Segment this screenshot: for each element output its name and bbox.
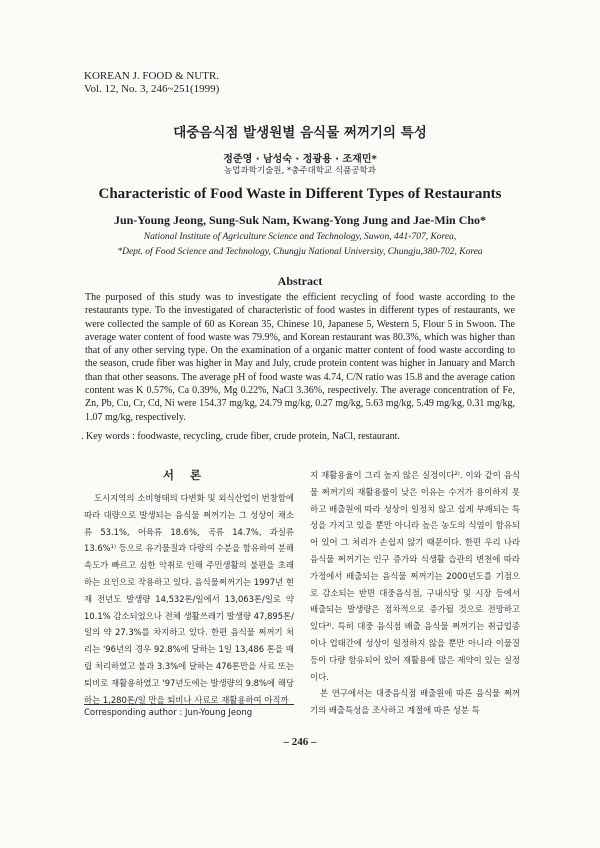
korean-title: 대중음식점 발생원별 음식물 쩌꺼기의 특성 (173, 125, 427, 141)
korean-authors: 정준영 · 남성숙 · 정광용 · 조재민* (223, 154, 377, 165)
right-column (310, 467, 520, 719)
journal-volume: Vol. 12, No. 3, 246~251(1999) (84, 83, 220, 95)
abstract-text: The purposed of this study was to investigate the efficient recycling of food waste according to the restaurants type. To the investigated of characteristic of food wastes in different types of restaurants, we were collected the sample of 60 as Korean 35, Chinese 10, Japanese 5, Western 5, Flour 5 in Swoon. The average water content of food waste was 79.9%, and Korean restaurant was 80.3%, which was higher than that of any other serving type. On the examination of a organic matter content of food waste according to the season, crude fiber was higher in May and July, crude protein content was higher in January and March than that other seasons. The average pH of food waste was 4.74, C/N ratio was 15.8 and the average cation content was K 0.57%, Ca 0.39%, Mg 0.22%, NaCl 3.36%, respectively. The average concentration of Fe, Zn, Pb, Cu, Cr, Cd, Ni were 154.37 mg/kg, 24.79 mg/kg, 0.27 mg/kg, 5.63 mg/kg, 5.49 mg/kg, 0.31 mg/kg, 1.07 mg/kg, respectively. (85, 292, 515, 423)
corresponding-author-footnote: Corresponding author : Jun-Young Jeong (84, 708, 253, 718)
right-column-paragraph-2: 본 연구에서는 대중음식점 배출원에 따른 음식물 쩌꺼기의 배출특성을 조사하고 계절에 따른 성분 특 (310, 688, 520, 716)
english-title: Characteristic of Food Waste in Different Types of Restaurants (98, 186, 502, 202)
journal-name: KOREAN J. FOOD & NUTR. (84, 70, 220, 82)
english-affiliation-1: National Institute of Agriculture Science and Technology, Suwon, 441-707, Korea, (143, 232, 457, 242)
journal-citation (84, 70, 219, 96)
abstract-heading: Abstract (277, 274, 323, 288)
left-column (84, 490, 294, 708)
section-heading-introduction: 서 론 (162, 468, 208, 482)
footnote-divider (84, 704, 294, 705)
keywords: . Key words : foodwaste, recycling, crude fiber, crude protein, NaCl, restaurant. (81, 431, 400, 442)
english-affiliation-2: *Dept. of Food Science and Technology, Chungju National University, Chungju,380-702, Korea (117, 247, 483, 257)
korean-affiliation: 농업과학기술원, *충주대학교 식품공학과 (224, 166, 376, 176)
page-number: – 246 – (283, 736, 317, 748)
english-authors: Jun-Young Jeong, Sung-Suk Nam, Kwang-Yong Jung and Jae-Min Cho* (113, 213, 487, 227)
right-column-paragraph-1: 지 재활용율이 그리 높지 않은 실정이다²⁾. 이와 같이 음식물 쩌꺼기의 재활용률이 낮은 이유는 수거가 용이하지 못하고 배출원에 따라 성상이 일정치 않고 쉽게 부패되는 특성을 가지고 있을 뿐만 아니라 높은 농도의 식염이 함유되어 있어 그 처리가 손쉽지 않기 때문이다. 한편 우리 나라 음식물 쩌꺼기는 인구 증가와 식생활 습관의 변천에 따라 가정에서 배출되는 음식물 쩌꺼기는 2000년도를 기점으로 감소되는 반면 대중음식점, 구내식당 및 시장 등에서 배출되는 발생량은 점차적으로 증가될 것으로 전망하고 있다³⁾. 특히 대중 음식점 배출 음식물 쩌꺼기는 취급업종이나 업태간에 성상이 일정하지 않을 뿐만 아니라 이물질 등이 다량 함유되어 있어 재활용에 많은 제약이 있는 실정이다. (310, 470, 520, 682)
left-column-paragraph: 도시지역의 소비형태의 다변화 및 외식산업이 번창함에 따라 대량으로 발생되는 음식물 쩌꺼기는 그 성상이 채소류 53.1%, 어육류 18.6%, 곡류 14.7%, 과실류 13.6%¹⁾ 등으로 유기물질과 다량의 수분을 함유하여 분해속도가 빠르고 심한 악취로 인해 주민생활의 불편을 초래하는 요인으로 작용하고 있다. 음식물쩌꺼기는 1997년 현재 전년도 발생량 14,532톤/일에서 13,063톤/일로 약 10.1% 감소되었으나 전체 생활쓰레기 발생량 47,895톤/일의 약 27.3%를 차지하고 있다. 한편 음식물 쩌꺼기 처리는 '96년의 경우 92.8%에 달하는 1일 13,486 톤을 매립 처리하였고 불과 3.3%에 달하는 476톤만을 사료 또는 퇴비로 재활용하였고 '97년도에는 발생량의 9.8%에 해당하는 1,280톤/일 만을 퇴비나 사료로 재활용하여 아직까 (84, 493, 294, 705)
